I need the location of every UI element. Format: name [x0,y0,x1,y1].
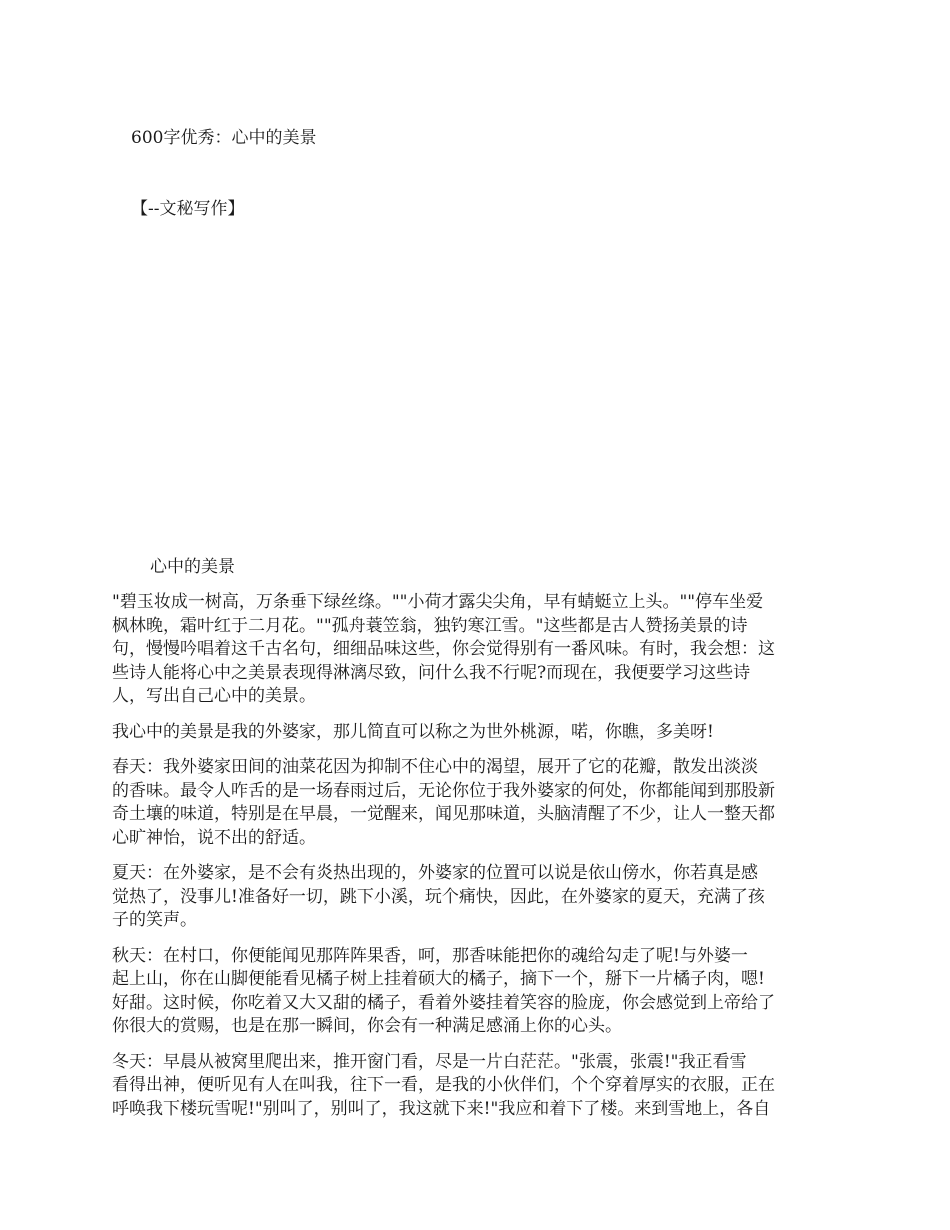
paragraph-line: 春天：我外婆家田间的油菜花因为抑制不住心中的渴望，展开了它的花瓣，散发出淡淡 [112,757,758,777]
paragraph-line: 看得出神，便听见有人在叫我，往下一看，是我的小伙伴们，个个穿着厚实的衣服，正在 [112,1075,775,1095]
paragraph [112,1051,840,1122]
article-body [112,591,840,1133]
paragraph-line: 心旷神怡，说不出的舒适。 [112,827,316,848]
paragraph-line: 我心中的美景是我的外婆家，那儿简直可以称之为世外桃源，喏，你瞧，多美呀! [112,721,714,742]
paragraph-line: 起上山，你在山脚便能看见橘子树上挂着硕大的橘子，摘下一个，掰下一片橘子肉，嗯! [112,969,765,989]
paragraph [112,721,840,745]
paragraph-line: 夏天：在外婆家，是不会有炎热出现的，外婆家的位置可以说是依山傍水，你若真是感 [112,863,758,883]
paragraph-line: "碧玉妆成一树高，万条垂下绿丝绦。""小荷才露尖尖角，早有蜻蜓立上头。""停车坐爱 [112,592,764,612]
paragraph-line: 句，慢慢吟唱着这千古名句，细细品味这些，你会觉得别有一番风味。有时，我会想：这 [112,639,775,659]
paragraph-line: 的香味。最令人咋舌的是一场春雨过后，无论你位于我外婆家的何处，你都能闻到那股新 [112,780,775,801]
paragraph-line: 好甜。这时候，你吃着又大又甜的橘子，看着外婆挂着笑容的脸庞，你会感觉到上帝给了 [112,992,775,1013]
paragraph-line: 觉热了，没事儿!准备好一切，跳下小溪，玩个痛快，因此，在外婆家的夏天，充满了孩 [112,886,765,907]
paragraph [112,756,840,850]
paragraph-line: 秋天：在村口，你便能闻见那阵阵果香，呵，那香味能把你的魂给勾走了呢!与外婆一 [112,945,748,966]
document-title: 600字优秀：心中的美景 [131,128,317,148]
paragraph-line: 枫林晚，霜叶红于二月花。""孤舟蓑笠翁，独钓寒江雪。"这些都是古人赞扬美景的诗 [112,615,748,636]
paragraph [112,862,840,933]
paragraph-line: 些诗人能将心中之美景表现得淋漓尽致，问什么我不行呢?而现在，我便要学习这些诗 [112,662,751,683]
paragraph-line: 呼唤我下楼玩雪呢!"别叫了，别叫了，我这就下来!"我应和着下了楼。来到雪地上，各自 [112,1098,771,1119]
paragraph-line: 奇土壤的味道，特别是在早晨，一觉醒来，闻见那味道，头脑清醒了不少，让人一整天都 [112,804,775,824]
paragraph [112,945,840,1039]
article-heading: 心中的美景 [150,557,235,577]
paragraph-line: 子的笑声。 [112,910,197,930]
paragraph [112,591,840,709]
paragraph-line: 人，写出自己心中的美景。 [112,686,316,706]
paragraph-line: 冬天：早晨从被窝里爬出来，推开窗门看，尽是一片白茫茫。"张震，张震!"我正看雪 [112,1051,747,1072]
paragraph-line: 你很大的赏赐，也是在那一瞬间，你会有一种满足感涌上你的心头。 [112,1016,622,1036]
category-tag: 【--文秘写作】 [131,199,245,219]
